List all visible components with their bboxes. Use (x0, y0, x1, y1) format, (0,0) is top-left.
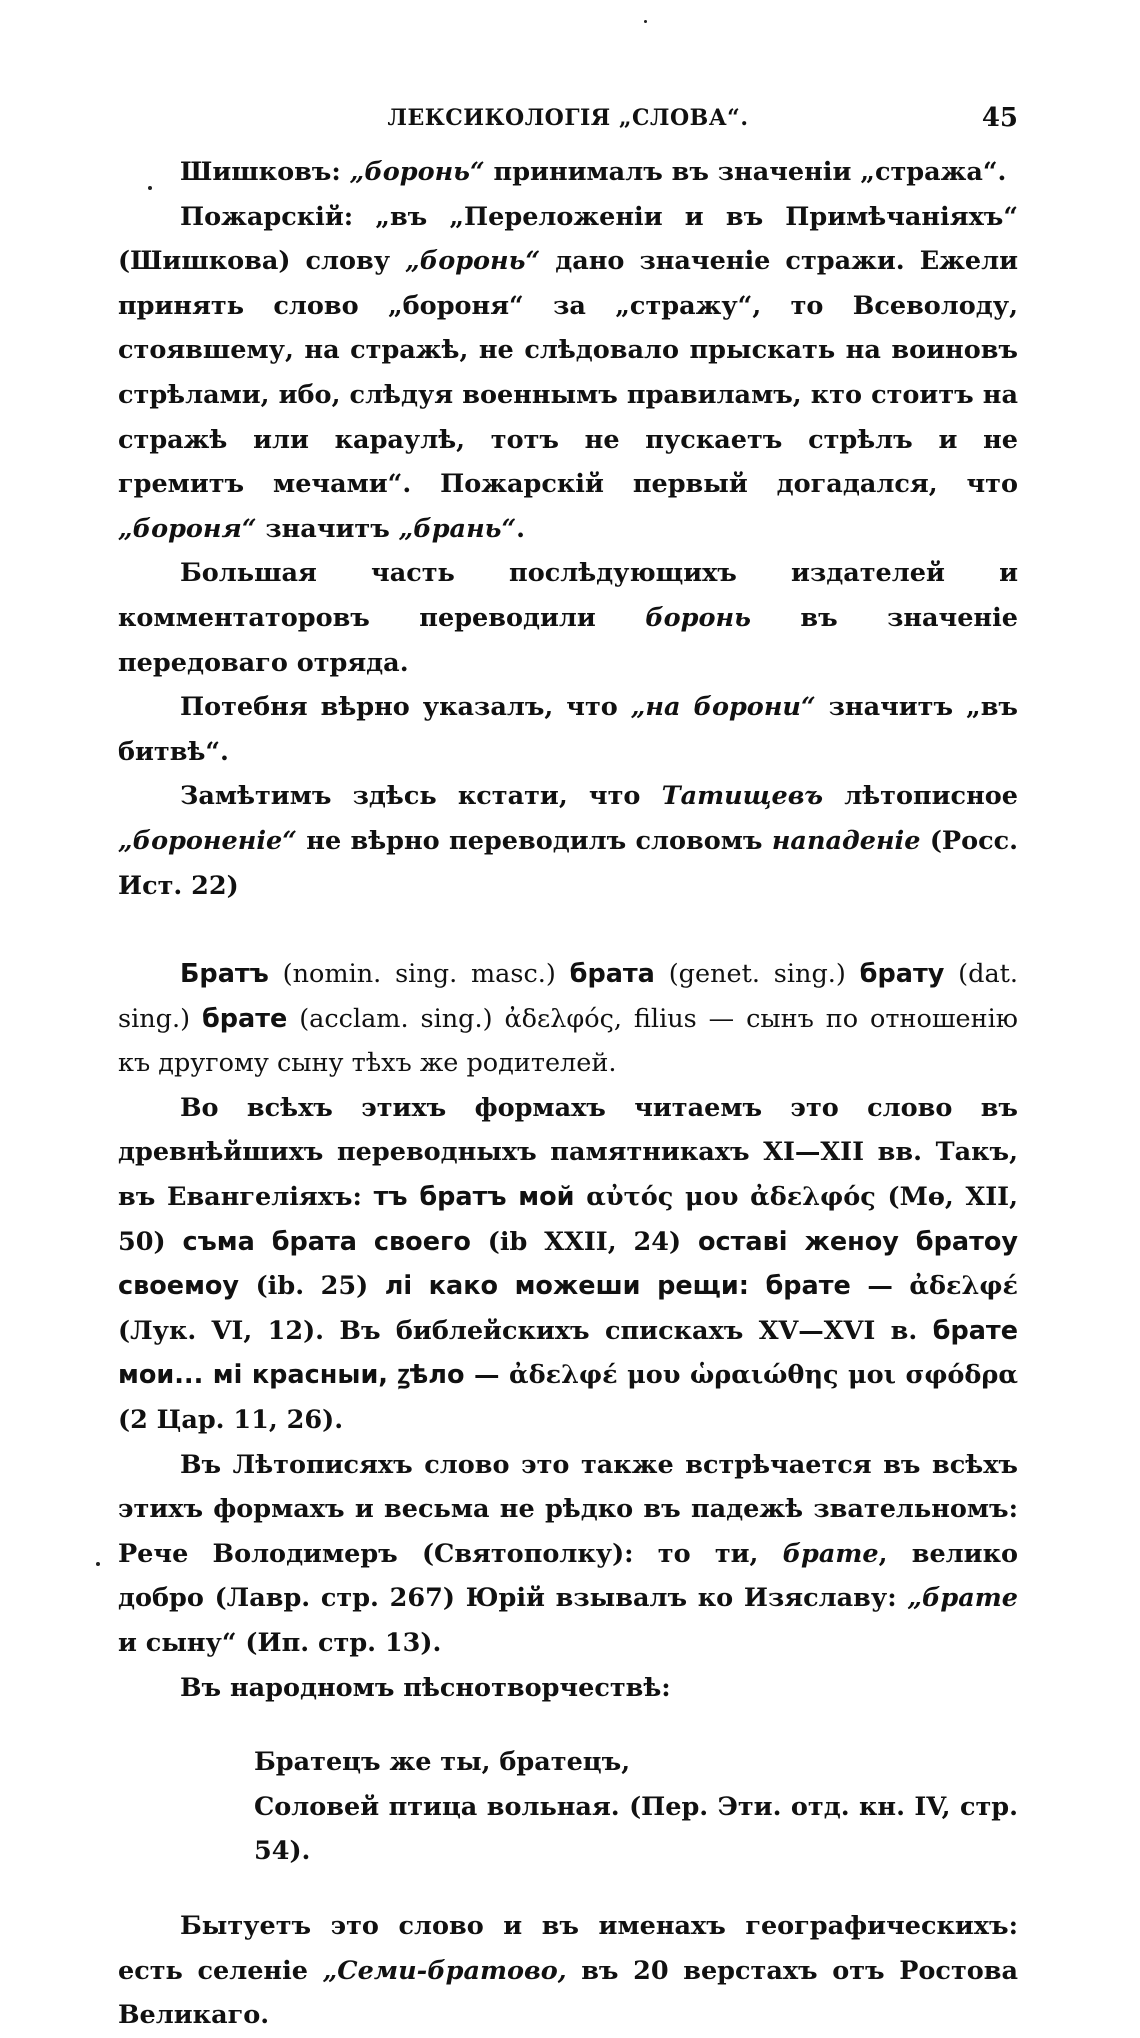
running-title: ЛЕКСИКОЛОГІЯ „СЛОВА“. (387, 105, 749, 131)
paragraph-commentators: Большая часть послѣдующихъ издателей и комментаторовъ переводили боронь въ значеніе передоваго отряда. (118, 558, 1018, 678)
book-page (118, 96, 1018, 2038)
page-header (118, 96, 1018, 140)
paragraph-shishkov: Шишковъ: „боронь“ принималъ въ значеніи „стража“. (180, 157, 1007, 187)
verse-line: Братецъ же ты, братецъ, (254, 1747, 631, 1778)
paragraph-pozharsky: Пожарскій: „въ „Переложеніи и въ Примѣчаніяхъ“ (Шишкова) слову „боронь“ дано значеніе стражи. Ежели принять слово „бороня“ за „стражу“, то Всеволоду, стоявшему, на стражѣ, не слѣдовало прыскать на воиновъ стрѣлами, ибо, слѣдуя военнымъ правиламъ, кто стоитъ на стражѣ или караулѣ, тотъ не пускаетъ стрѣлъ и не гремитъ мечами“. Пожарскій первый догадался, что „бороня“ значитъ „брань“. (118, 201, 1018, 544)
paragraph-tatishchev: Замѣтимъ здѣсь кстати, что Татищевъ лѣтописное „бороненіе“ не вѣрно переводилъ словомъ нападеніе (Росс. Ист. 22) (118, 781, 1019, 901)
verse-gap (118, 1710, 1018, 1740)
page-number: 45 (981, 103, 1018, 133)
print-speck (96, 1562, 100, 1566)
paragraph-geography: Бытуетъ это слово и въ именахъ географическихъ: есть селеніе „Семи-братово, въ 20 верстахъ отъ Ростова Великаго. (118, 1910, 1018, 2031)
paragraph-folk-poetry: Въ народномъ пѣснотворчествѣ: (180, 1672, 671, 1703)
paragraph-ancient-sources: Во всѣхъ этихъ формахъ читаемъ это слово въ древнѣйшихъ переводныхъ памятникахъ XI—XII вв. Такъ, въ Евангеліяхъ: тъ братъ мой αὐτός μου ἀδελφός (Мө, XII, 50) съма брата своего (ib XXII, 24) оставі женоу братоу своемоу (ib. 25) лі како можеши рещи: брате — ἀδελφέ (Лук. VI, 12). Въ библейскихъ спискахъ XV—XVI в. брате мои... мі красныи, ꙁѣло — ἀδελφέ μου ὡραιώθης μοι σφόδρα (2 Цар. 11, 26). (118, 1092, 1018, 1436)
verse-line: Соловей птица вольная. (Пер. Эти. отд. кн. IV, стр. 54). (254, 1791, 1018, 1867)
paragraph-chronicles: Въ Лѣтописяхъ слово это также встрѣчается въ всѣхъ этихъ формахъ и весьма не рѣдко въ падежѣ звательномъ: Рече Володимеръ (Святополку): то ти, брате, велико добро (Лавр. стр. 267) Юрій взывалъ ко Изяславу: „брате и сыну“ (Ип. стр. 13). (118, 1449, 1018, 1658)
section-gap (118, 908, 1018, 952)
paragraph-potebnya: Потебня вѣрно указалъ, что „на борони“ значитъ „въ битвѣ“. (118, 692, 1018, 767)
print-speck (644, 20, 647, 23)
verse-gap (118, 1874, 1018, 1904)
paragraph-brat-forms: Братъ (nomin. sing. masc.) брата (genet. sing.) брату (dat. sing.) брате (acclam. sing.) ἀδελφός, filius — сынъ по отношенію къ другому сыну тѣхъ же родителей. (118, 959, 1019, 1079)
